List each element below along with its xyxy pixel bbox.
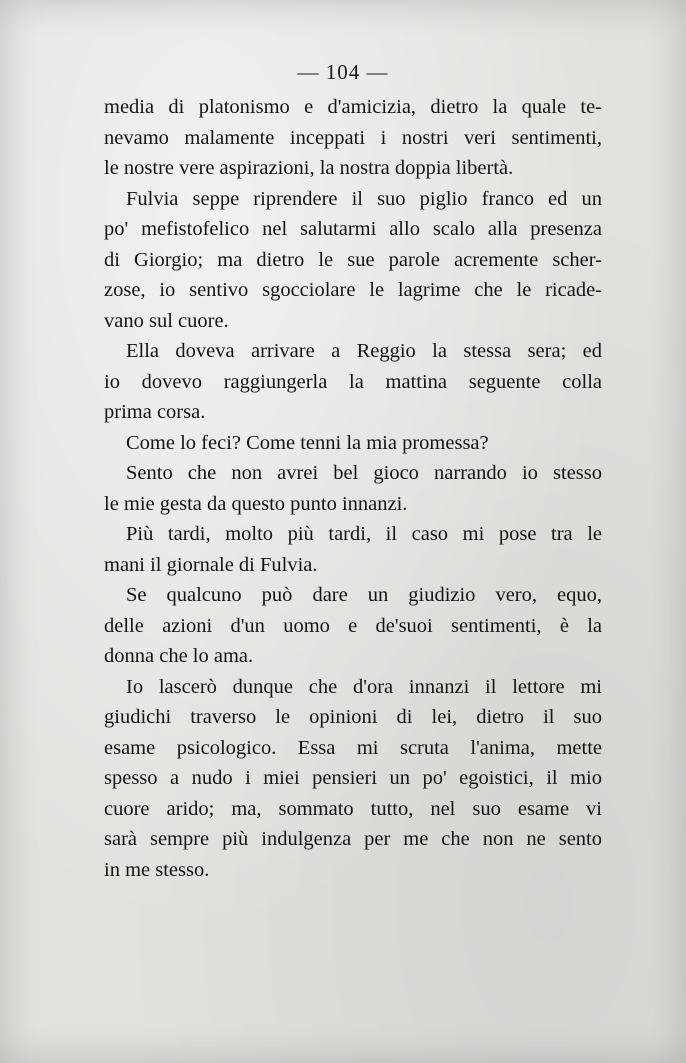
text-line: Se qualcuno può dare un giudizio vero, equo,	[126, 584, 602, 606]
text-line: spesso a nudo i miei pensieri un po' egoistici, il mio	[104, 767, 602, 789]
text-line: esame psicologico. Essa mi scruta l'anima, mette	[104, 736, 602, 759]
text-line: delle azioni d'un uomo e de'suoi sentimenti, è la	[104, 614, 602, 637]
text-line: prima corsa.	[104, 401, 206, 423]
text-line: donna che lo ama.	[104, 645, 254, 667]
text-line: Sento che non avrei bel gioco narrando io stesso	[126, 462, 602, 484]
text-line: Io lascerò dunque che d'ora innanzi il lettore mi	[126, 675, 602, 698]
text-line: Fulvia seppe riprendere il suo piglio franco ed un	[126, 187, 602, 210]
text-line: io dovevo raggiungerla la mattina seguente colla	[104, 370, 602, 393]
text-line: le mie gesta da questo punto innanzi.	[104, 492, 408, 515]
text-line: di Giorgio; ma dietro le sue parole acremente scher-	[104, 248, 602, 271]
text-line: cuore arido; ma, sommato tutto, nel suo esame vi	[104, 797, 602, 820]
text-line: po' mefistofelico nel salutarmi allo scalo alla presenza	[104, 218, 602, 240]
text-line: sarà sempre più indulgenza per me che non ne sento	[104, 828, 602, 850]
text-line: media di platonismo e d'amicizia, dietro la quale te-	[104, 96, 602, 118]
text-line: le nostre vere aspirazioni, la nostra doppia libertà.	[104, 157, 514, 179]
text-line: giudichi traverso le opinioni di lei, dietro il suo	[104, 706, 602, 728]
page-number: — 104 —	[297, 60, 389, 84]
text-line: nevamo malamente inceppati i nostri veri sentimenti,	[104, 126, 602, 149]
text-line: zose, io sentivo sgocciolare le lagrime che le ricade-	[104, 279, 602, 301]
text-line: vano sul cuore.	[104, 309, 229, 332]
text-line: in me stesso.	[104, 858, 210, 881]
body-text	[104, 92, 602, 885]
text-line: Ella doveva arrivare a Reggio la stessa sera; ed	[126, 340, 602, 362]
text-line: mani il giornale di Fulvia.	[104, 553, 318, 576]
text-line: Come lo feci? Come tenni la mia promessa?	[126, 431, 489, 454]
text-line: Più tardi, molto più tardi, il caso mi pose tra le	[126, 523, 602, 545]
